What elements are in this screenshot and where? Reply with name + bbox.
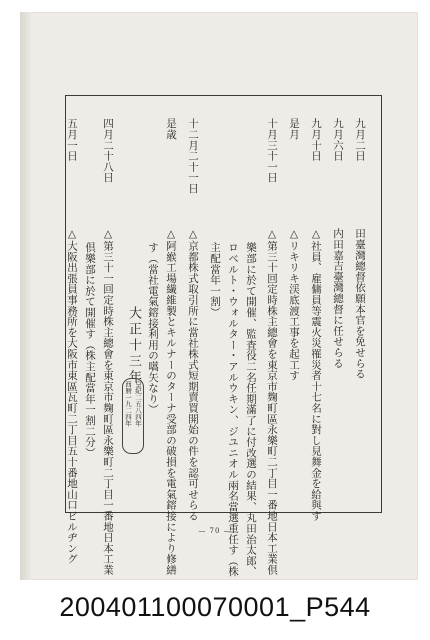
entry-date: 五月一日 xyxy=(66,118,78,162)
entry-text: △社員、雇傭員等震火災罹災者十七名に對し見舞金を給與す xyxy=(310,228,322,522)
entry-text: 主配當年一割） xyxy=(209,242,221,318)
era-note xyxy=(122,378,144,454)
entry-text: △京都株式取引所に當社株式短期賣買開始の件を認可せらる xyxy=(187,228,199,522)
era-heading: 大正十三年 xyxy=(126,306,141,386)
page-number: — 70 — xyxy=(198,527,232,535)
entry-text: △リキリキ渓底渡工事を起工す xyxy=(288,228,300,381)
entry-text: 樂部に於て開催、監査役二名任期滿了に付改選の結果、丸田治太郎、 xyxy=(245,242,257,577)
entry-date: 九月二日 xyxy=(354,118,366,162)
entry-date: 九月十日 xyxy=(310,118,322,162)
entry-date: 十月三十一日 xyxy=(266,118,278,183)
entry-text: 田臺灣總督依願本官を免せらる xyxy=(354,228,366,380)
entry-date: 是月 xyxy=(288,118,300,140)
era-note-western: 西暦一九二四年 xyxy=(124,381,132,427)
entry-text: ロベルト・ウォルター・アルウキン、ジユニオル兩名當選重任す（株 xyxy=(227,242,239,577)
entry-date: 九月六日 xyxy=(332,118,344,162)
entry-text: △第三十一回定時株主總會を東京市麹町區永樂町二丁目一番地日本工業 xyxy=(102,228,114,576)
entry-text: す（當社電氣鎔接利用の嚆矢なり） xyxy=(147,242,159,415)
entry-date: 四月二十八日 xyxy=(102,118,114,183)
page-spine-shadow xyxy=(20,12,32,580)
entry-text: △第三十回定時株主總會を東京市麹町區永樂町二丁目一番地日本工業倶 xyxy=(266,228,278,576)
entry-date: 十二月二十一日 xyxy=(187,118,199,194)
image-id-caption: 200401100070001_P544 xyxy=(59,592,371,622)
entry-date: 是歳 xyxy=(165,118,177,140)
entry-text: 倶樂部に於て開催す（株主配當年一割二分） xyxy=(84,242,96,458)
entry-text: 内田嘉吉臺灣總督に任せらる xyxy=(332,228,344,369)
era-note-imperial: 皇紀二五八四年 xyxy=(134,381,142,427)
entry-text: △大阪出張員事務所を大阪市東區瓦町二丁目五十番地山口ビルヂング xyxy=(66,228,78,565)
entry-text: △阿緱工場繊維製とキルナーのターナ受部の破損を電氣鎔接により修繕 xyxy=(165,228,177,576)
